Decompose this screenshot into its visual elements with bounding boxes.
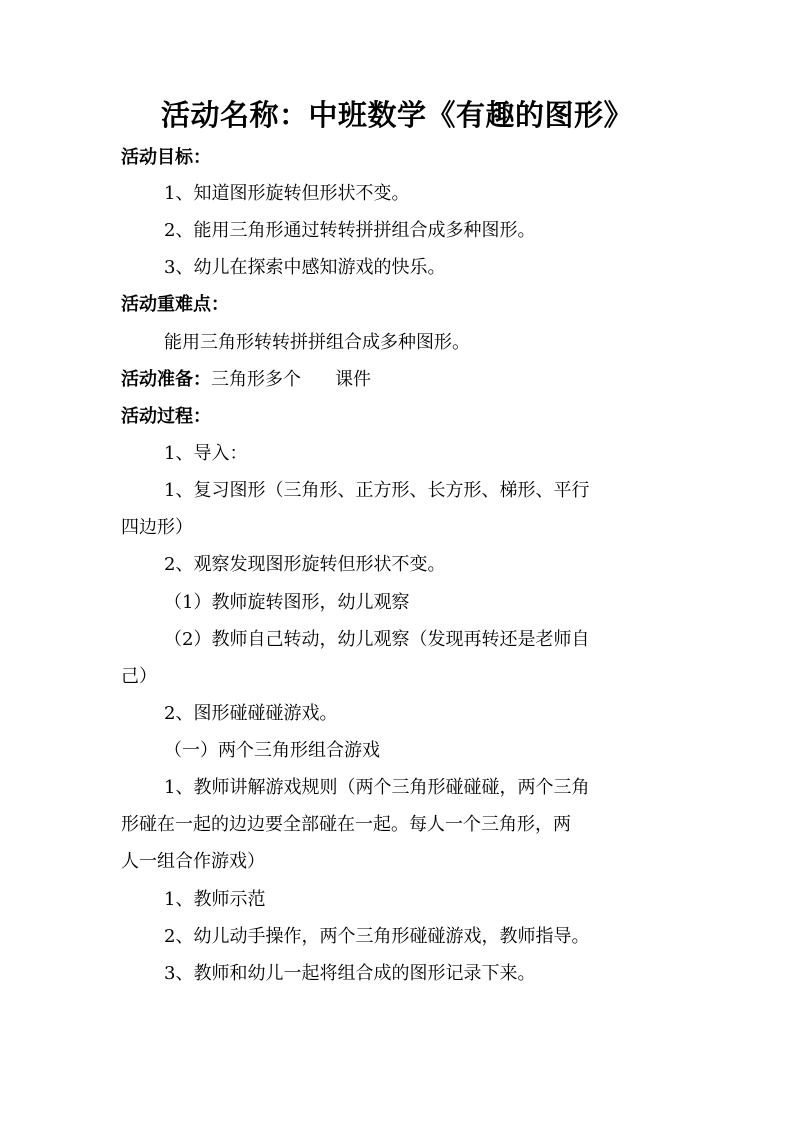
goals-heading: 活动目标： xyxy=(121,147,211,168)
process-substep: （1）教师旋转图形，幼儿观察 xyxy=(164,592,410,613)
preparation-label: 活动准备： xyxy=(121,369,211,390)
process-step-continuation: 四边形） xyxy=(121,517,193,538)
process-step: 2、幼儿动手操作，两个三角形碰碰游戏，教师指导。 xyxy=(164,926,590,947)
key-points-heading: 活动重难点： xyxy=(121,294,229,315)
process-step-continuation: 人一组合作游戏） xyxy=(121,851,265,872)
process-step: 1、教师示范 xyxy=(164,889,266,910)
process-step: 3、教师和幼儿一起将组合成的图形记录下来。 xyxy=(164,963,536,984)
process-step: 1、导入： xyxy=(164,443,248,464)
goal-item: 2、能用三角形通过转转拼拼组合成多种图形。 xyxy=(164,220,536,241)
document-title: 活动名称：中班数学《有趣的图形》 xyxy=(160,98,633,132)
process-substep: （2）教师自己转动，幼儿观察（发现再转还是老师自 xyxy=(164,629,590,650)
process-step: 1、教师讲解游戏规则（两个三角形碰碰碰，两个三角 xyxy=(164,777,590,798)
preparation-item: 课件 xyxy=(335,369,371,390)
process-step-continuation: 己） xyxy=(121,666,157,687)
goal-item: 1、知道图形旋转但形状不变。 xyxy=(164,183,410,204)
preparation-line xyxy=(121,367,371,393)
key-points-text: 能用三角形转转拼拼组合成多种图形。 xyxy=(164,332,470,353)
preparation-item: 三角形多个 xyxy=(211,369,301,390)
process-step: 2、图形碰碰碰游戏。 xyxy=(164,703,338,724)
goal-item: 3、幼儿在探索中感知游戏的快乐。 xyxy=(164,257,446,278)
process-step-continuation: 形碰在一起的边边要全部碰在一起。每人一个三角形，两 xyxy=(121,814,571,835)
process-step: 2、观察发现图形旋转但形状不变。 xyxy=(164,554,446,575)
process-heading: 活动过程： xyxy=(121,406,211,427)
process-step: 1、复习图形（三角形、正方形、长方形、梯形、平行 xyxy=(164,480,590,501)
process-substep: （一）两个三角形组合游戏 xyxy=(164,740,380,761)
